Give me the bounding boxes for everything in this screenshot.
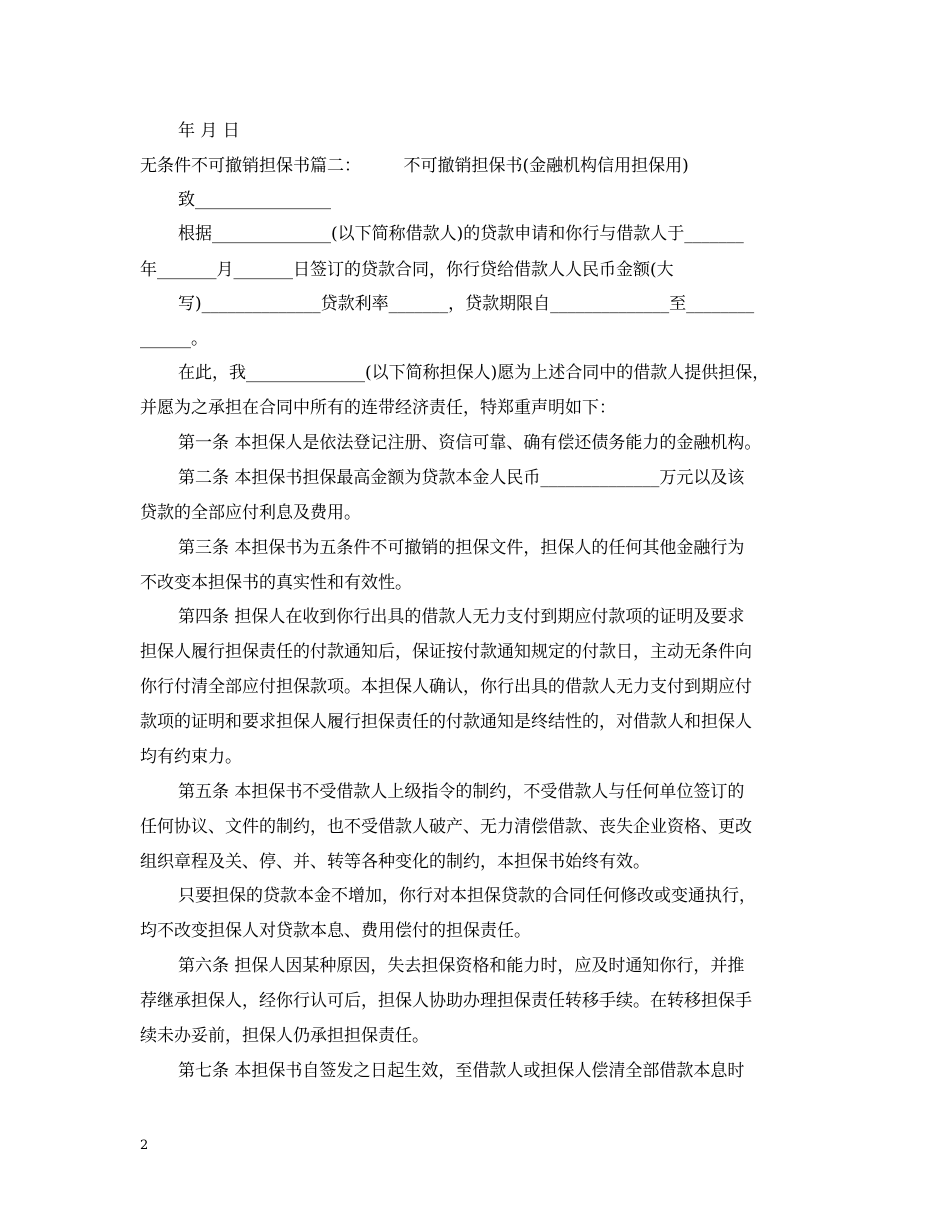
text-line: 组织章程及关、停、并、转等各种变化的制约，本担保书始终有效。 bbox=[140, 852, 650, 872]
article-line: 第四条 担保人在收到你行出具的借款人无力支付到期应付款项的证明及要求 bbox=[178, 607, 745, 627]
date-line: 年 月 日 bbox=[178, 121, 240, 141]
page-number: 2 bbox=[140, 1138, 149, 1153]
section-heading: 无条件不可撤销担保书篇二： 不可撤销担保书(金融机构信用担保用) bbox=[140, 156, 689, 176]
text-line: 续未办妥前，担保人仍承担担保责任。 bbox=[140, 1026, 429, 1046]
text-line: 贷款的全部应付利息及费用。 bbox=[140, 503, 361, 523]
text-line: 均不改变担保人对贷款本息、费用偿付的担保责任。 bbox=[140, 921, 531, 941]
text-line: ______。 bbox=[140, 329, 208, 349]
article-line: 第七条 本担保书自签发之日起生效，至借款人或担保人偿清全部借款本息时 bbox=[178, 1061, 745, 1081]
text-line: 写)______________贷款利率_______，贷款期限自______________至________ bbox=[178, 294, 755, 314]
text-line: 你行付清全部应付担保款项。本担保人确认，你行出具的借款人无力支付到期应付 bbox=[140, 677, 752, 697]
article-line: 第五条 本担保书不受借款人上级指令的制约，不受借款人与任何单位签订的 bbox=[178, 782, 745, 802]
text-line: 并愿为之承担在合同中所有的连带经济责任，特郑重声明如下： bbox=[140, 398, 616, 418]
text-line: 不改变本担保书的真实性和有效性。 bbox=[140, 573, 412, 593]
text-line: 在此，我______________(以下简称担保人)愿为上述合同中的借款人提供担保， bbox=[178, 363, 770, 383]
text-line: 均有约束力。 bbox=[140, 747, 242, 767]
article-line: 第六条 担保人因某种原因，失去担保资格和能力时，应及时通知你行，并推 bbox=[178, 956, 745, 976]
text-line: 担保人履行担保责任的付款通知后，保证按付款通知规定的付款日，主动无条件向 bbox=[140, 642, 752, 662]
text-line: 年_______月_______日签订的贷款合同，你行贷给借款人人民币金额(大 bbox=[140, 260, 674, 280]
text-line: 荐继承担保人，经你行认可后，担保人协助办理担保责任转移手续。在转移担保手 bbox=[140, 991, 752, 1011]
addressee-line: 致________________ bbox=[178, 190, 331, 210]
article-line: 第三条 本担保书为五条件不可撤销的担保文件，担保人的任何其他金融行为 bbox=[178, 538, 745, 558]
article-line: 第二条 本担保书担保最高金额为贷款本金人民币______________万元以及该 bbox=[178, 468, 745, 488]
article-line: 第一条 本担保人是依法登记注册、资信可靠、确有偿还债务能力的金融机构。 bbox=[178, 433, 762, 453]
text-line: 款项的证明和要求担保人履行担保责任的付款通知是终结性的，对借款人和担保人 bbox=[140, 712, 752, 732]
text-line: 只要担保的贷款本金不增加，你行对本担保贷款的合同任何修改或变通执行， bbox=[178, 886, 756, 906]
text-line: 任何协议、文件的制约，也不受借款人破产、无力清偿借款、丧失企业资格、更改 bbox=[140, 817, 752, 837]
text-line: 根据______________(以下简称借款人)的贷款申请和你行与借款人于_______ bbox=[178, 224, 744, 244]
